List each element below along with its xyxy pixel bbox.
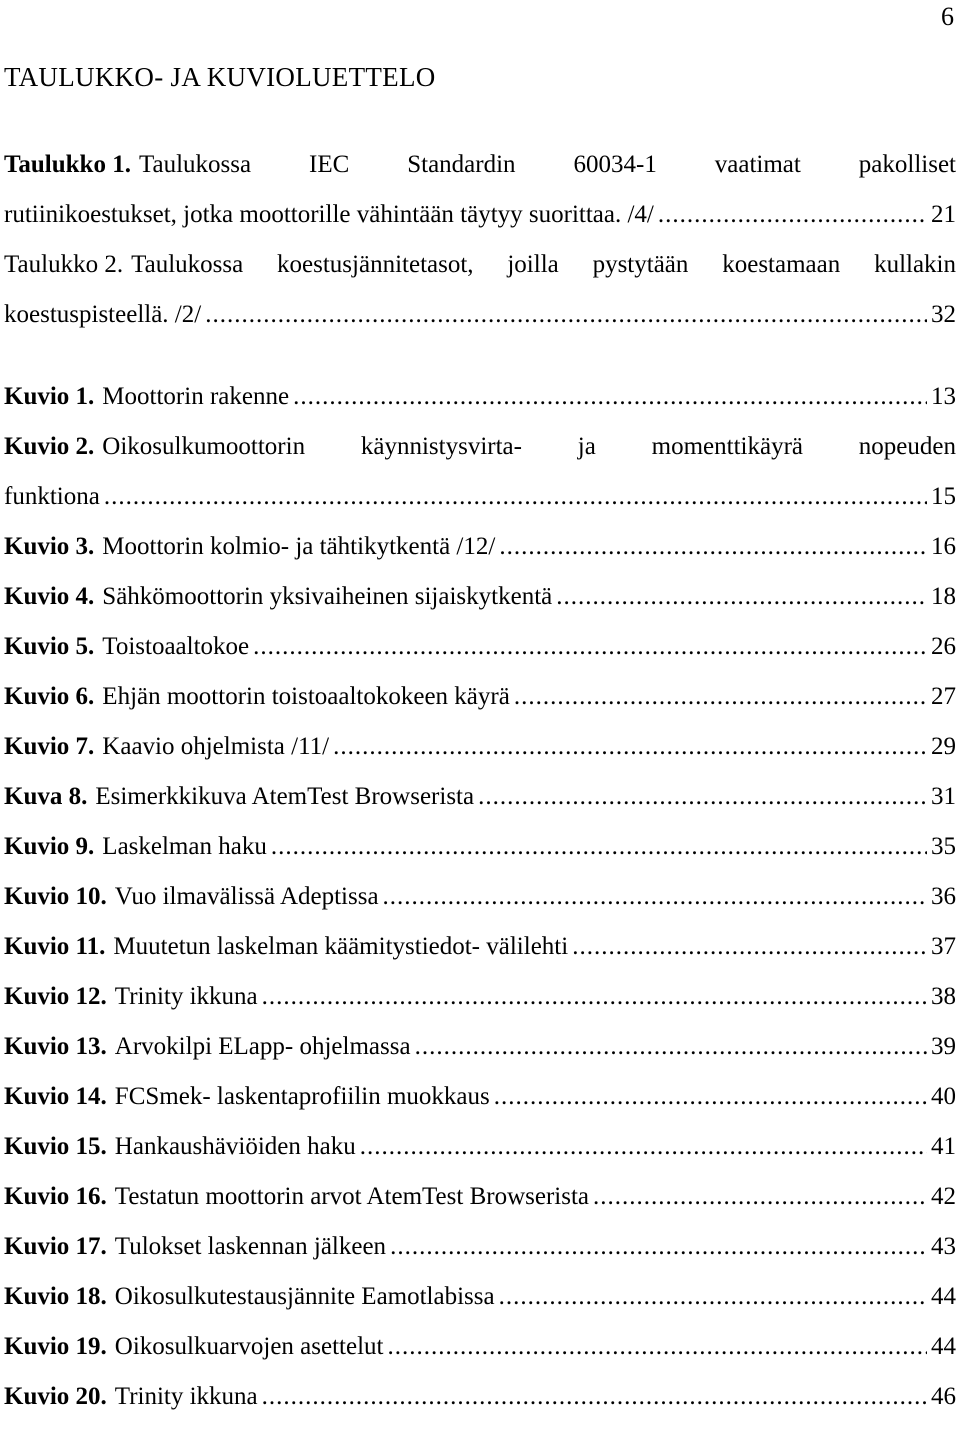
leader-dots [293,372,927,422]
entry-page-number: 27 [931,683,956,710]
toc-entry-line [4,240,956,290]
leader-dots [333,722,927,772]
toc-entry-figure-12[interactable] [4,972,956,1022]
toc-entry-figure-13[interactable] [4,1022,956,1072]
leader-dots [271,822,927,872]
leader-dots [388,1322,928,1372]
entry-label: Kuvio 9. [4,833,95,860]
entry-title: Arvokilpi ELapp- ohjelmassa [114,1033,411,1060]
toc-entry-figure-11[interactable] [4,922,956,972]
entry-label: Taulukko 1. [4,151,131,178]
entry-title-continued: funktiona [4,483,100,510]
entry-title: Taulukossa IEC Standardin 60034-1 vaatimat pakolliset [138,151,956,178]
leader-dots [262,972,927,1022]
toc-entry-line [4,922,956,972]
toc-entry-table-2[interactable] [4,240,956,340]
toc-entry-figure-18[interactable] [4,1272,956,1322]
entry-label: Kuvio 14. [4,1083,107,1110]
leader-dots [205,290,927,340]
toc-entry-figure-4[interactable] [4,572,956,622]
toc-entry-table-1[interactable] [4,140,956,240]
entry-page-number: 44 [931,1283,956,1310]
entry-title: FCSmek- laskentaprofiilin muokkaus [114,1083,490,1110]
toc-entry-line [4,290,956,340]
toc-entry-figure-6[interactable] [4,672,956,722]
entry-label: Taulukko 2. [4,251,124,278]
entry-page-number: 44 [931,1333,956,1360]
entry-title: Trinity ikkuna [114,1383,258,1410]
entry-title: Ehjän moottorin toistoaaltokokeen käyrä [102,683,510,710]
leader-dots [383,872,927,922]
leader-dots [572,922,927,972]
toc-entry-figure-5[interactable] [4,622,956,672]
entry-page-number: 38 [931,983,956,1010]
entry-label: Kuvio 5. [4,633,95,660]
toc-entry-line [4,422,956,472]
toc-entry-line [4,822,956,872]
toc-entry-line [4,472,956,522]
leader-dots [593,1172,927,1222]
leader-dots [499,1272,927,1322]
toc-entry-line [4,1122,956,1172]
toc-entry-figure-3[interactable] [4,522,956,572]
entry-page-number: 21 [931,201,956,228]
entry-title: Vuo ilmavälissä Adeptissa [114,883,379,910]
entry-page-number: 32 [931,301,956,328]
entry-title: Testatun moottorin arvot AtemTest Browserista [114,1183,589,1210]
leader-dots [415,1022,927,1072]
toc-entry-line [4,1272,956,1322]
toc-entry-figure-16[interactable] [4,1172,956,1222]
toc-entry-figure-15[interactable] [4,1122,956,1172]
entry-page-number: 41 [931,1133,956,1160]
toc-entry-line [4,1072,956,1122]
entry-page-number: 35 [931,833,956,860]
entry-title: Tulokset laskennan jälkeen [114,1233,387,1260]
entry-page-number: 13 [931,383,956,410]
entry-label: Kuvio 16. [4,1183,107,1210]
entry-page-number: 31 [931,783,956,810]
toc-entry-line [4,772,956,822]
entry-title: Trinity ikkuna [114,983,258,1010]
toc-entry-figure-14[interactable] [4,1072,956,1122]
toc-entry-line [4,190,956,240]
leader-dots [478,772,927,822]
entry-label: Kuvio 17. [4,1233,107,1260]
entry-label: Kuvio 11. [4,933,106,960]
toc-entry-figure-1[interactable] [4,372,956,422]
toc-entry-line [4,1172,956,1222]
toc-entry-line [4,372,956,422]
entry-label: Kuvio 12. [4,983,107,1010]
entry-label: Kuva 8. [4,783,88,810]
toc-entry-line [4,1322,956,1372]
entry-title: Muutetun laskelman käämitystiedot- välilehti [113,933,569,960]
toc-entry-figure-8[interactable] [4,772,956,822]
entry-title: Moottorin rakenne [102,383,290,410]
toc-entry-figure-2[interactable] [4,422,956,522]
entry-page-number: 42 [931,1183,956,1210]
page-number: 6 [941,2,954,31]
toc-entry-figure-19[interactable] [4,1322,956,1372]
entry-page-number: 46 [931,1383,956,1410]
leader-dots [360,1122,927,1172]
toc-entry-line [4,622,956,672]
entry-label: Kuvio 2. [4,433,95,460]
entry-label: Kuvio 19. [4,1333,107,1360]
entry-title: Sähkömoottorin yksivaiheinen sijaiskytkentä [102,583,553,610]
toc-entry-line [4,522,956,572]
entry-label: Kuvio 6. [4,683,95,710]
entry-title-continued: rutiinikoestukset, jotka moottorille vähintään täytyy suorittaa. /4/ [4,201,654,228]
entry-label: Kuvio 18. [4,1283,107,1310]
entry-title: Laskelman haku [102,833,267,860]
entry-page-number: 16 [931,533,956,560]
page-title: TAULUKKO- JA KUVIOLUETTELO [4,62,436,92]
entry-label: Kuvio 13. [4,1033,107,1060]
entry-label: Kuvio 3. [4,533,95,560]
toc-entry-figure-10[interactable] [4,872,956,922]
entry-page-number: 39 [931,1033,956,1060]
toc-entry-figure-9[interactable] [4,822,956,872]
entry-label: Kuvio 20. [4,1383,107,1410]
toc-entry-line [4,1372,956,1422]
entry-page-number: 36 [931,883,956,910]
leader-dots [253,622,927,672]
toc-entry-figure-7[interactable] [4,722,956,772]
toc-entry-line [4,572,956,622]
leader-dots [262,1372,927,1422]
leader-dots [658,190,927,240]
entry-page-number: 43 [931,1233,956,1260]
entry-title: Esimerkkikuva AtemTest Browserista [95,783,475,810]
entry-page-number: 26 [931,633,956,660]
entry-page-number: 29 [931,733,956,760]
entry-title: Moottorin kolmio- ja tähtikytkentä /12/ [102,533,496,560]
entry-label: Kuvio 1. [4,383,95,410]
entry-title: Kaavio ohjelmista /11/ [102,733,330,760]
entry-page-number: 37 [931,933,956,960]
entry-title-continued: koestuspisteellä. /2/ [4,301,202,328]
entry-page-number: 40 [931,1083,956,1110]
entry-label: Kuvio 15. [4,1133,107,1160]
toc-entry-line [4,722,956,772]
toc-entry-figure-20[interactable] [4,1372,956,1422]
leader-dots [390,1222,927,1272]
entry-label: Kuvio 4. [4,583,95,610]
entry-label: Kuvio 10. [4,883,107,910]
toc-entry-line [4,1022,956,1072]
entry-page-number: 18 [931,583,956,610]
entry-title: Oikosulkumoottorin käynnistysvirta- ja momenttikäyrä nopeuden [102,433,956,460]
table-list [4,140,956,340]
entry-title: Hankaushäviöiden haku [114,1133,356,1160]
figure-list [4,372,956,1422]
toc-entry-line [4,140,956,190]
entry-title: Taulukossa koestusjännitetasot, joilla pystytään koestamaan kullakin [131,251,956,278]
toc-entry-line [4,1222,956,1272]
toc-entry-line [4,972,956,1022]
leader-dots [104,472,927,522]
toc-entry-line [4,672,956,722]
entry-title: Oikosulkutestausjännite Eamotlabissa [114,1283,495,1310]
leader-dots [499,522,927,572]
entry-title: Toistoaaltokoe [102,633,250,660]
leader-dots [514,672,927,722]
leader-dots [494,1072,927,1122]
toc-entry-line [4,872,956,922]
entry-label: Kuvio 7. [4,733,95,760]
entry-page-number: 15 [931,483,956,510]
leader-dots [556,572,927,622]
entry-title: Oikosulkuarvojen asettelut [114,1333,384,1360]
toc-entry-figure-17[interactable] [4,1222,956,1272]
